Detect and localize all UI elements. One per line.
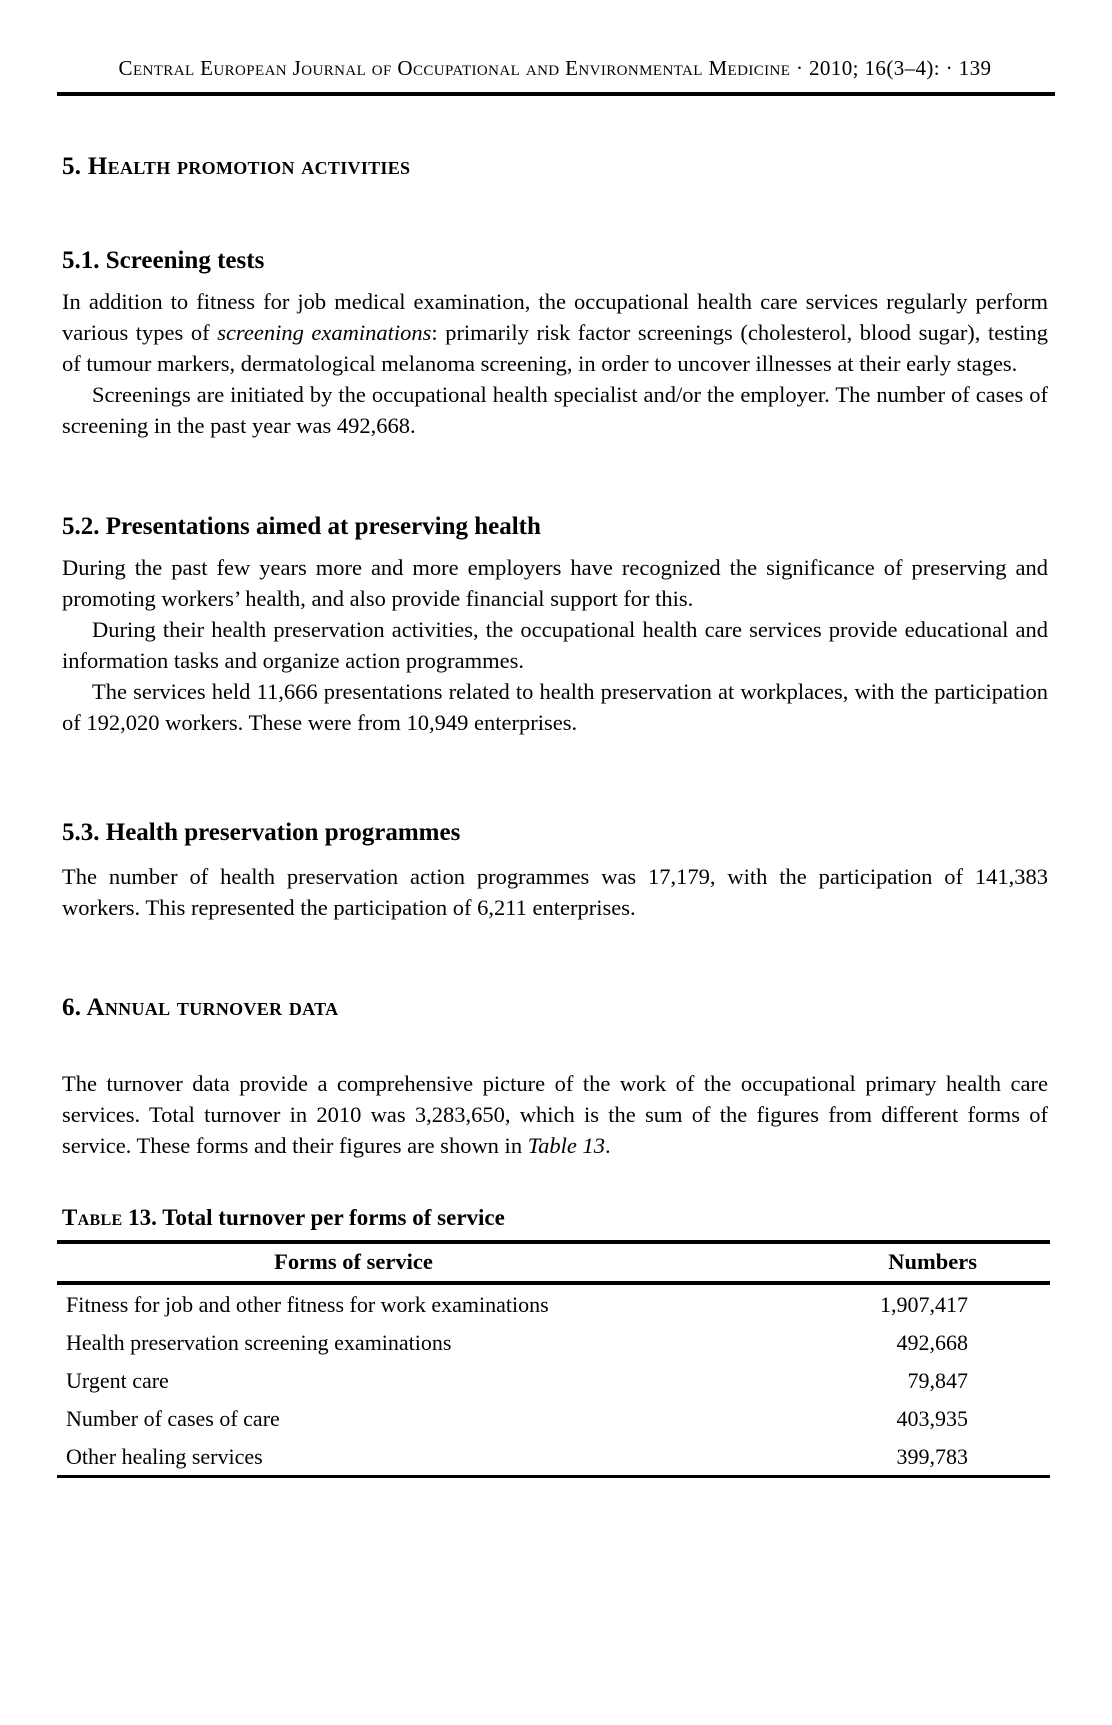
italic-table-reference: Table 13 [527,1133,606,1158]
paragraph: During the past few years more and more employers have recognized the significance of preserving and promoting workers’ health, and also provide financial support for this. [62,555,1048,611]
section-heading-annual-turnover: 6. Annual turnover data [62,994,339,1021]
running-head: Central European Journal of Occupational and Environmental Medicine · 2010; 16(3–4): · 139 [118,56,992,80]
table-row [57,1361,1050,1399]
number-cell: 399,783 [896,1444,968,1469]
table-header [57,1242,1050,1283]
table-row [57,1437,1050,1477]
table-row [57,1283,1050,1323]
table-caption-text: 13. Total turnover per forms of service [122,1205,505,1230]
paragraph-text: . [605,1133,611,1158]
section-heading-health-promotion: 5. Health promotion activities [62,153,411,180]
paragraph [62,286,1048,379]
paragraph: The services held 11,666 presentations related to health preservation at workplaces, with the participation of 192,020 workers. These were from 10,949 enterprises. [62,679,1048,735]
service-cell: Urgent care [66,1368,169,1393]
subsection-heading-presentations: 5.2. Presentations aimed at preserving health [62,513,541,540]
table-row [57,1399,1050,1437]
service-cell: Number of cases of care [66,1406,280,1431]
number-cell: 79,847 [907,1368,968,1393]
header-rule [57,92,1055,96]
table-row [57,1323,1050,1361]
column-header-forms-of-service: Forms of service [274,1249,433,1274]
table-header-row [57,1242,1050,1283]
table-caption [62,1203,1048,1232]
turnover-table [57,1240,1050,1478]
italic-phrase: screening examinations [217,320,432,345]
number-cell: 1,907,417 [880,1292,968,1317]
table-caption-label: Table [62,1205,123,1230]
paragraph-text: The turnover data provide a comprehensive picture of the work of the occupational primary health care services. Total turnover in 2010 was 3,283,650, which is the sum of the figures from different forms of service. These forms and their figures are shown in [62,1071,1048,1158]
table-body [57,1283,1050,1477]
service-cell: Other healing services [66,1444,263,1469]
subsection-heading-preservation-programmes: 5.3. Health preservation programmes [62,819,461,846]
page-content [62,151,1048,1478]
paragraph: During their health preservation activities, the occupational health care services provide educational and information tasks and organize action programmes. [62,617,1048,673]
paragraph [62,1068,1048,1161]
paragraph-text: : primarily risk factor screenings (cholesterol, blood sugar), testing of tumour markers, dermatological melanoma screening, in order to uncover illnesses at their early stages. [62,320,1048,376]
number-cell: 403,935 [896,1406,968,1431]
service-cell: Fitness for job and other fitness for work examinations [66,1292,549,1317]
paragraph-text: In addition to fitness for job medical examination, the occupational health care services regularly perform various types of [62,289,1048,345]
paragraph: Screenings are initiated by the occupational health specialist and/or the employer. The number of cases of screening in the past year was 492,668. [62,382,1048,438]
column-header-numbers: Numbers [888,1249,977,1274]
number-cell: 492,668 [896,1330,968,1355]
subsection-heading-screening-tests: 5.1. Screening tests [62,247,265,274]
paragraph: The number of health preservation action programmes was 17,179, with the participation of 141,383 workers. This represented the participation of 6,211 enterprises. [62,864,1048,920]
service-cell: Health preservation screening examinations [66,1330,452,1355]
